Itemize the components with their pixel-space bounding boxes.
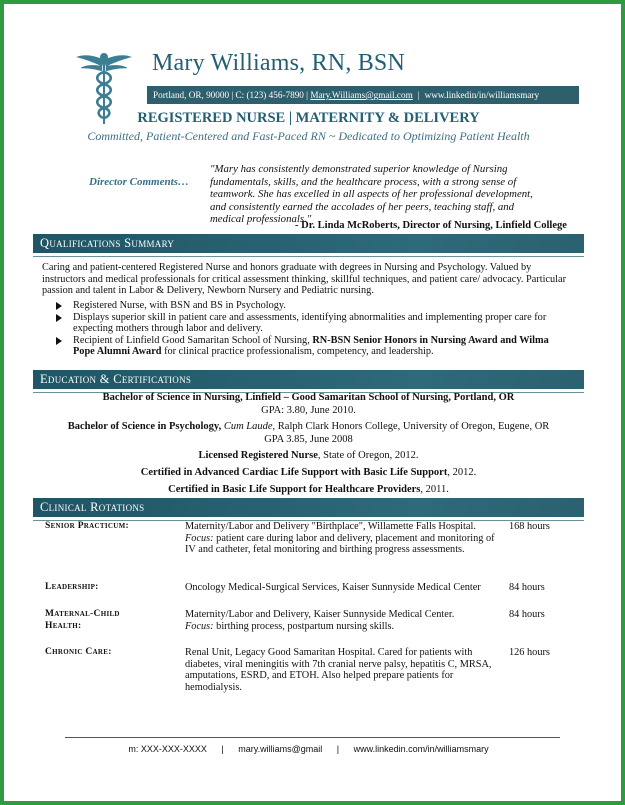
list-item <box>51 300 571 312</box>
rotation-label: Leadership: <box>45 582 99 592</box>
candidate-name: Mary Williams, RN, BSN <box>152 50 406 76</box>
quote-attribution: - Dr. Linda McRoberts, Director of Nursing, Linfield College <box>295 220 567 231</box>
resume-page <box>25 20 592 780</box>
section-title: Qualifications Summary <box>40 236 175 250</box>
qualifications-list <box>51 300 571 358</box>
bullet-arrow-icon <box>56 302 62 310</box>
contact-bar <box>147 86 579 104</box>
section-title: Clinical Rotations <box>40 500 145 514</box>
headline: REGISTERED NURSE | MATERNITY & DELIVERY <box>137 110 480 126</box>
bullet-arrow-icon <box>56 314 62 322</box>
degree-psychology: Bachelor of Science in Psychology, Cum Laude, Ralph Clark Honors College, University of Oregon, Eugene, OR GPA 3.85, June 2008 <box>67 421 550 445</box>
license: Licensed Registered Nurse, State of Oregon, 2012. <box>198 450 419 462</box>
contact-linkedin[interactable]: www.linkedin/in/williamsmary <box>424 90 540 100</box>
rotation-description: Oncology Medical-Surgical Services, Kaiser Sunnyside Medical Center <box>185 582 481 593</box>
tagline: Committed, Patient-Centered and Fast-Paced RN ~ Dedicated to Optimizing Patient Health <box>87 129 530 143</box>
contact-email[interactable]: Mary.Williams@gmail.com <box>310 90 413 100</box>
rotation-description: Maternity/Labor and Delivery "Birthplace", Willamette Falls Hospital. Focus: patient care during labor and delivery, placement and monitoring of IV and catheter, fetal monitoring and birthing progress assessments. <box>185 521 495 556</box>
rotation-hours: 126 hours <box>509 647 550 658</box>
section-header-qualifications <box>33 234 584 253</box>
footer-email[interactable]: mary.williams@gmail <box>238 744 323 754</box>
rotation-description: Renal Unit, Legacy Good Samaritan Hospital. Cared for patients with diabetes, viral meningitis with 7th cranial nerve palsy, hepatitis C, MRSA, amputations, ESRD, and ETOH. Also helped prepare patients for hemodialysis. <box>185 647 492 693</box>
qualifications-paragraph: Caring and patient-centered Registered Nurse and honors graduate with degrees in Nursing and Psychology. Valued by instructors and medical professionals for critical assessment thinking, skillful techniques, and patient care/ advocacy. Particular passion and talent in Labor & Delivery, Newborn Nursery and Pediatric nursing. <box>42 262 567 297</box>
list-item <box>51 335 571 358</box>
rotation-hours: 168 hours <box>509 521 550 532</box>
certification-acls: Certified in Advanced Cardiac Life Support with Basic Life Support, 2012. <box>140 466 477 478</box>
bullet-text: Recipient of Linfield Good Samaritan School of Nursing, RN-BSN Senior Honors in Nursing Award and Wilma Pope Alumni Award for clinical practice professionalism, competency, and leadership. <box>73 334 549 358</box>
director-quote: "Mary has consistently demonstrated superior knowledge of Nursing fundamentals, skills, and the healthcare process, with a strong sense of teamwork. She has excelled in all aspects of her professional development, and consistently earned the accolades of her peers, teaching staff, and medical professionals." <box>210 163 533 225</box>
footer-linkedin[interactable]: www.linkedin.com/in/williamsmary <box>353 744 489 754</box>
degree-nursing: Bachelor of Science in Nursing, Linfield – Good Samaritan School of Nursing, Portland, OR GPA: 3.80, June 2010. <box>102 392 515 416</box>
rotation-label: Chronic Care: <box>45 647 112 657</box>
bullet-arrow-icon <box>56 337 62 345</box>
rotation-label: Maternal-Child Health: <box>45 609 120 631</box>
footer-phone: m: XXX-XXX-XXXX <box>128 744 207 754</box>
rotation-hours: 84 hours <box>509 582 545 593</box>
education-block <box>25 392 592 500</box>
list-item <box>51 312 571 335</box>
section-header-education <box>33 370 584 389</box>
section-header-clinical <box>33 498 584 517</box>
footer-divider <box>65 737 560 738</box>
rotation-description: Maternity/Labor and Delivery, Kaiser Sunnyside Medical Center. Focus: birthing process, postpartum nursing skills. <box>185 609 455 632</box>
section-title: Education & Certifications <box>40 372 192 386</box>
director-comments-label: Director Comments… <box>89 176 189 188</box>
rotation-hours: 84 hours <box>509 609 545 620</box>
footer-contact: m: XXX-XXX-XXXX | mary.williams@gmail | www.linkedin.com/in/williamsmary <box>128 744 489 754</box>
bullet-text: Registered Nurse, with BSN and BS in Psychology. <box>73 300 286 311</box>
contact-address: Portland, OR, 90000 | C: (123) 456-7890 | <box>153 90 309 100</box>
contact-separator: | <box>417 90 420 100</box>
bullet-text: Displays superior skill in patient care and assessments, identifying abnormalities and implementing proper care for expecting mothers through labor and delivery. <box>73 311 547 335</box>
rotation-label: Senior Practicum: <box>45 521 129 531</box>
certification-bls: Certified in Basic Life Support for Healthcare Providers, 2011. <box>168 483 449 495</box>
section-rule <box>33 256 584 257</box>
